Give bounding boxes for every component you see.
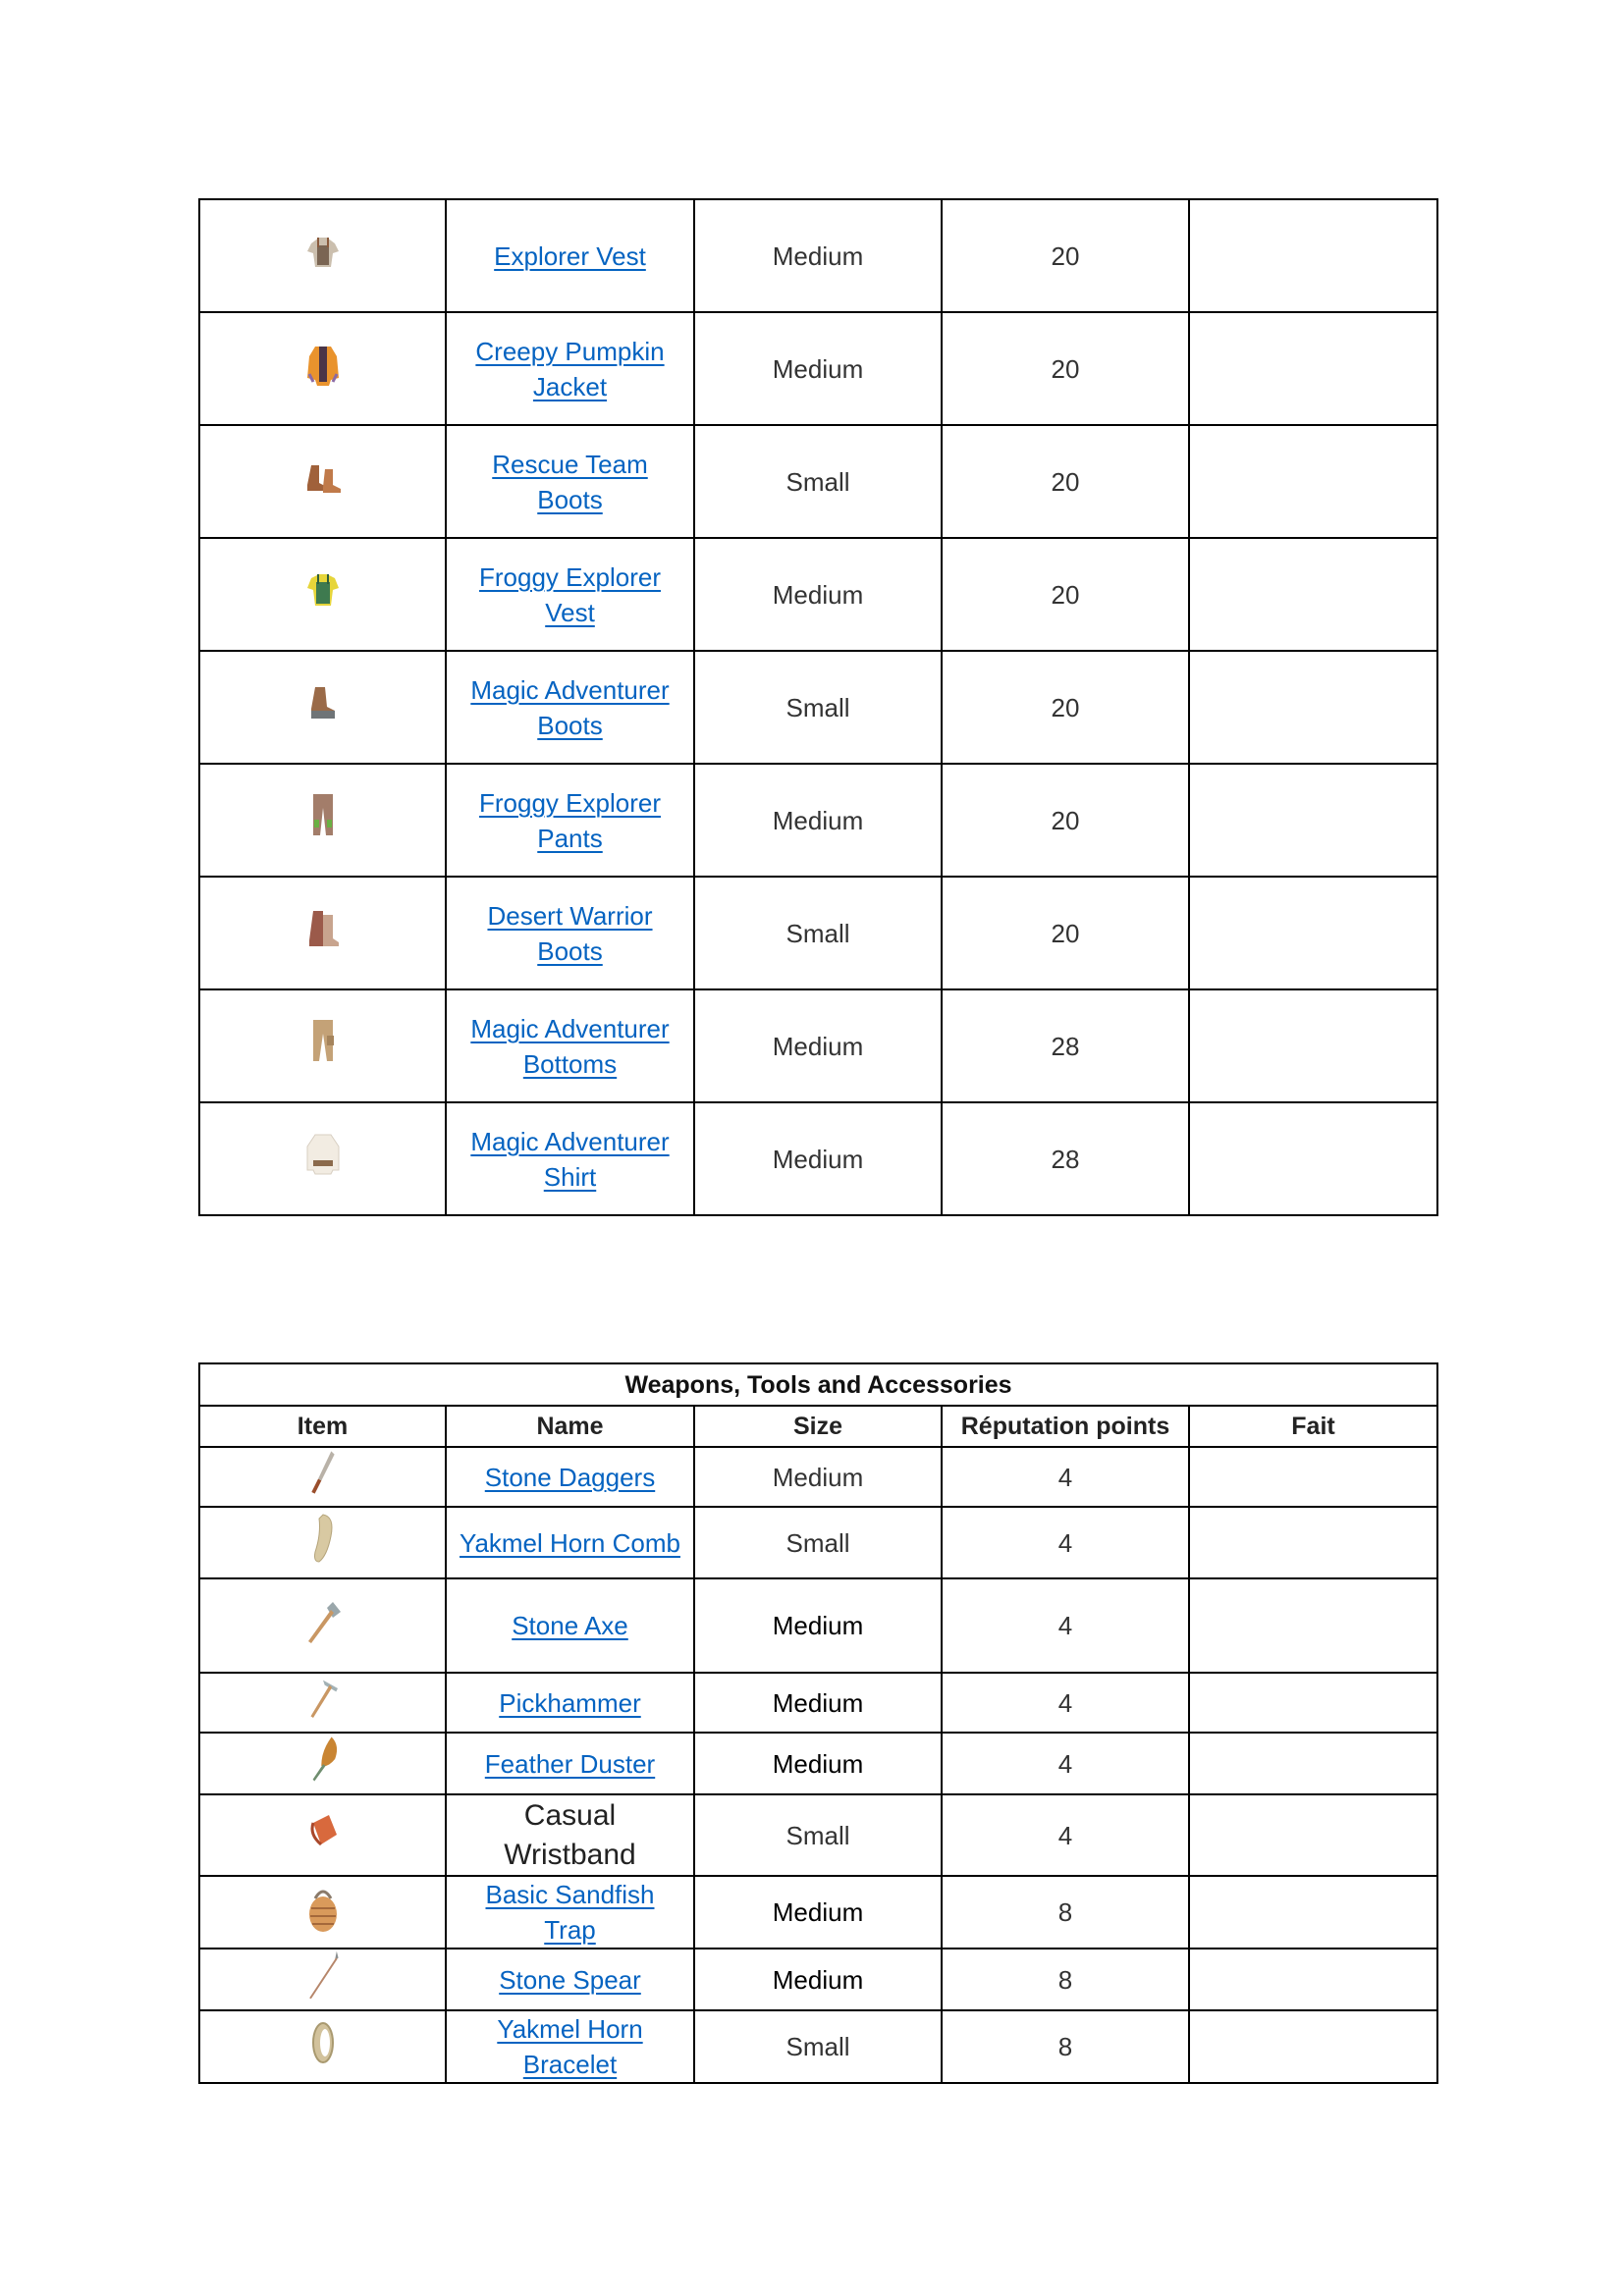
- points-cell: 4: [942, 1733, 1189, 1794]
- points-cell: 4: [942, 1794, 1189, 1876]
- done-cell[interactable]: [1189, 764, 1437, 877]
- item-name-link[interactable]: Froggy Explorer Vest: [479, 561, 661, 627]
- item-cell: [199, 425, 446, 538]
- item-name-link[interactable]: Magic Adventurer Shirt: [470, 1126, 670, 1192]
- done-cell[interactable]: [1189, 1507, 1437, 1578]
- points-cell: 4: [942, 1447, 1189, 1507]
- points-cell: 20: [942, 877, 1189, 989]
- points-cell: 8: [942, 1949, 1189, 2010]
- name-cell: [446, 1102, 694, 1215]
- table-row: [199, 1794, 1437, 1876]
- table-title: Weapons, Tools and Accessories: [199, 1363, 1437, 1406]
- table-row: [199, 312, 1437, 425]
- points-cell: 20: [942, 651, 1189, 764]
- points-cell: 20: [942, 312, 1189, 425]
- name-cell: [446, 538, 694, 651]
- item-name-link[interactable]: Stone Daggers: [484, 1462, 656, 1492]
- done-cell[interactable]: [1189, 1673, 1437, 1733]
- stone-axe-icon: [294, 1592, 352, 1651]
- points-cell: 28: [942, 1102, 1189, 1215]
- table-header-row: [199, 1406, 1437, 1447]
- item-name-text: Casual Wristband: [504, 1798, 636, 1871]
- rescue-team-boots-icon: [294, 448, 352, 507]
- points-cell: 4: [942, 1578, 1189, 1673]
- item-cell: [199, 1794, 446, 1876]
- desert-warrior-boots-icon: [294, 899, 352, 958]
- item-cell: [199, 199, 446, 312]
- size-cell: Medium: [694, 764, 942, 877]
- done-cell[interactable]: [1189, 199, 1437, 312]
- size-cell: Medium: [694, 1949, 942, 2010]
- size-cell: Medium: [694, 312, 942, 425]
- size-cell: Small: [694, 877, 942, 989]
- item-name-link[interactable]: Yakmel Horn Comb: [460, 1527, 680, 1558]
- size-cell: Medium: [694, 1447, 942, 1507]
- item-cell: [199, 1507, 446, 1578]
- explorer-vest-icon: [294, 222, 352, 281]
- header-name: Name: [446, 1406, 694, 1447]
- size-cell: Medium: [694, 1733, 942, 1794]
- done-cell[interactable]: [1189, 1102, 1437, 1215]
- points-cell: 28: [942, 989, 1189, 1102]
- done-cell[interactable]: [1189, 877, 1437, 989]
- size-cell: Medium: [694, 989, 942, 1102]
- item-cell: [199, 1102, 446, 1215]
- name-cell: [446, 989, 694, 1102]
- table-row: [199, 538, 1437, 651]
- name-cell: [446, 199, 694, 312]
- points-cell: 20: [942, 199, 1189, 312]
- table-row: [199, 2010, 1437, 2083]
- item-name-link[interactable]: Pickhammer: [499, 1687, 641, 1718]
- points-cell: 8: [942, 1876, 1189, 1949]
- name-cell: [446, 1733, 694, 1794]
- size-cell: Small: [694, 1794, 942, 1876]
- item-cell: [199, 1578, 446, 1673]
- points-cell: 20: [942, 764, 1189, 877]
- name-cell: [446, 1673, 694, 1733]
- item-name-link[interactable]: Feather Duster: [484, 1748, 656, 1779]
- item-cell: [199, 1673, 446, 1733]
- name-cell: [446, 2010, 694, 2083]
- done-cell[interactable]: [1189, 989, 1437, 1102]
- table-row: [199, 1102, 1437, 1215]
- item-name-link[interactable]: Rescue Team Boots: [492, 449, 648, 514]
- item-cell: [199, 651, 446, 764]
- header-reputation-points: Réputation points: [942, 1406, 1189, 1447]
- table-row: [199, 425, 1437, 538]
- size-cell: Medium: [694, 1578, 942, 1673]
- magic-adventurer-bottoms-icon: [294, 1012, 352, 1071]
- size-cell: Medium: [694, 1102, 942, 1215]
- item-name-link[interactable]: Desert Warrior Boots: [487, 900, 653, 966]
- yakmel-horn-comb-icon: [294, 1509, 352, 1568]
- casual-wristband-icon: [294, 1801, 352, 1860]
- name-cell: [446, 764, 694, 877]
- done-cell[interactable]: [1189, 312, 1437, 425]
- table-row: [199, 651, 1437, 764]
- item-name-link[interactable]: Yakmel Horn Bracelet: [497, 2014, 643, 2079]
- done-cell[interactable]: [1189, 425, 1437, 538]
- item-cell: [199, 989, 446, 1102]
- table-row: [199, 1733, 1437, 1794]
- size-cell: Small: [694, 425, 942, 538]
- item-cell: [199, 1876, 446, 1949]
- points-cell: 8: [942, 2010, 1189, 2083]
- basic-sandfish-trap-icon: [294, 1879, 352, 1938]
- size-cell: Small: [694, 2010, 942, 2083]
- feather-duster-icon: [294, 1734, 352, 1785]
- points-cell: 20: [942, 425, 1189, 538]
- table-row: [199, 199, 1437, 312]
- item-cell: [199, 877, 446, 989]
- done-cell[interactable]: [1189, 651, 1437, 764]
- item-cell: [199, 1949, 446, 2010]
- header-done: Fait: [1189, 1406, 1437, 1447]
- item-name-link[interactable]: Creepy Pumpkin Jacket: [475, 336, 665, 401]
- item-name-link[interactable]: Stone Axe: [512, 1611, 628, 1640]
- name-cell: [446, 312, 694, 425]
- table-title-row: [199, 1363, 1437, 1406]
- size-cell: Medium: [694, 199, 942, 312]
- name-cell: [446, 1447, 694, 1507]
- table-row: [199, 1578, 1437, 1673]
- yakmel-horn-bracelet-icon: [294, 2013, 352, 2072]
- item-name-link[interactable]: Froggy Explorer Pants: [479, 787, 661, 853]
- item-cell: [199, 764, 446, 877]
- table-row: [199, 877, 1437, 989]
- done-cell[interactable]: [1189, 1447, 1437, 1507]
- pickhammer-icon: [294, 1674, 352, 1723]
- item-cell: [199, 2010, 446, 2083]
- done-cell[interactable]: [1189, 1578, 1437, 1673]
- item-cell: [199, 1733, 446, 1794]
- magic-adventurer-boots-icon: [294, 673, 352, 732]
- table-row: [199, 989, 1437, 1102]
- header-size: Size: [694, 1406, 942, 1447]
- name-cell: [446, 425, 694, 538]
- item-name-link[interactable]: Explorer Vest: [494, 240, 646, 271]
- done-cell[interactable]: [1189, 1794, 1437, 1876]
- name-cell: [446, 651, 694, 764]
- name-cell: [446, 877, 694, 989]
- table-row: [199, 1876, 1437, 1949]
- froggy-explorer-pants-icon: [294, 786, 352, 845]
- done-cell[interactable]: [1189, 538, 1437, 651]
- name-cell: [446, 1949, 694, 2010]
- stone-spear-icon: [294, 1949, 352, 2001]
- size-cell: Medium: [694, 1876, 942, 1949]
- item-name-link[interactable]: Basic Sandfish Trap: [485, 1880, 655, 1945]
- item-cell: [199, 312, 446, 425]
- points-cell: 4: [942, 1673, 1189, 1733]
- froggy-explorer-vest-icon: [294, 561, 352, 619]
- name-cell: [446, 1578, 694, 1673]
- clothing-table: [198, 198, 1438, 1216]
- points-cell: 4: [942, 1507, 1189, 1578]
- creepy-pumpkin-jacket-icon: [294, 335, 352, 394]
- table-row: [199, 1673, 1437, 1733]
- name-cell: [446, 1507, 694, 1578]
- size-cell: Small: [694, 651, 942, 764]
- size-cell: Medium: [694, 538, 942, 651]
- points-cell: 20: [942, 538, 1189, 651]
- table-row: [199, 764, 1437, 877]
- done-cell[interactable]: [1189, 1876, 1437, 1949]
- table-row: [199, 1447, 1437, 1507]
- magic-adventurer-shirt-icon: [294, 1125, 352, 1184]
- item-cell: [199, 538, 446, 651]
- size-cell: Medium: [694, 1673, 942, 1733]
- item-name-link[interactable]: Magic Adventurer Bottoms: [470, 1013, 670, 1079]
- item-cell: [199, 1447, 446, 1507]
- table-row: [199, 1949, 1437, 2010]
- item-name-link[interactable]: Magic Adventurer Boots: [470, 674, 670, 740]
- done-cell[interactable]: [1189, 1949, 1437, 2010]
- name-cell: [446, 1794, 694, 1876]
- weapons-tools-accessories-table: [198, 1362, 1438, 2084]
- done-cell[interactable]: [1189, 1733, 1437, 1794]
- item-name-link[interactable]: Stone Spear: [499, 1964, 641, 1995]
- table-row: [199, 1507, 1437, 1578]
- stone-daggers-icon: [298, 1448, 348, 1497]
- header-item: Item: [199, 1406, 446, 1447]
- done-cell[interactable]: [1189, 2010, 1437, 2083]
- name-cell: [446, 1876, 694, 1949]
- size-cell: Small: [694, 1507, 942, 1578]
